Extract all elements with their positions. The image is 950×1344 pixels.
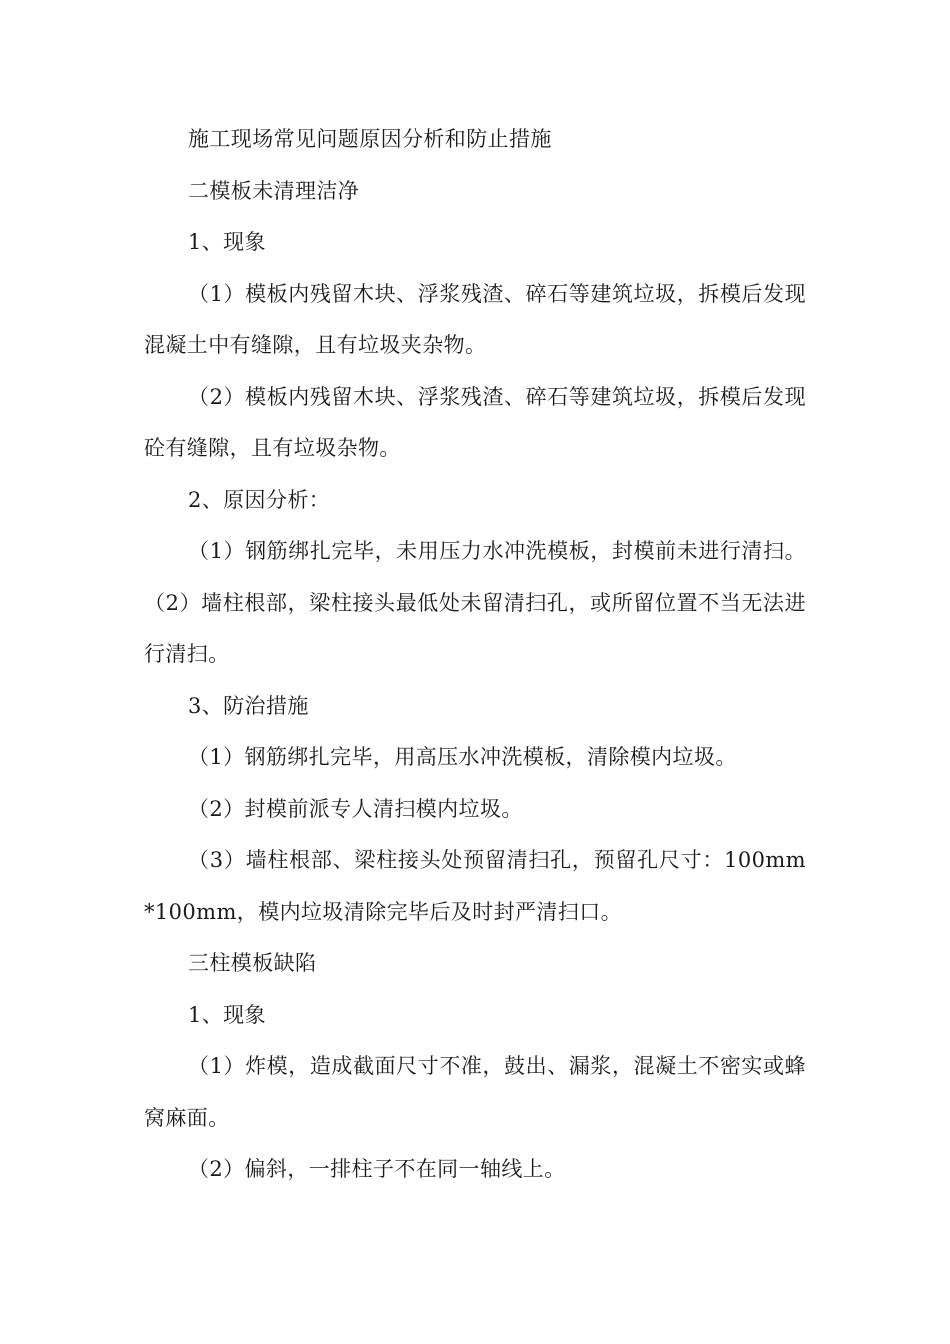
document-title: 施工现场常见问题原因分析和防止措施 <box>188 127 552 151</box>
body-paragraph: （1）炸模，造成截面尺寸不准，鼓出、漏浆，混凝土不密实或蜂窝麻面。 <box>144 1054 806 1130</box>
subsection-heading: 2、原因分析： <box>188 487 331 512</box>
body-paragraph: （2）偏斜，一排柱子不在同一轴线上。 <box>188 1157 566 1181</box>
body-paragraph: （1）钢筋绑扎完毕，未用压力水冲洗模板，封模前未进行清扫。（2）墙柱根部，梁柱接头最低处未留清扫孔，或所留位置不当无法进行清扫。 <box>144 539 806 666</box>
subsection-heading: 1、现象 <box>188 1002 266 1027</box>
subsection-heading: 1、现象 <box>188 230 266 254</box>
body-paragraph: （1）钢筋绑扎完毕，用高压水冲洗模板，清除模内垃圾。 <box>188 745 737 769</box>
body-paragraph: （1）模板内残留木块、浮浆残渣、碎石等建筑垃圾，拆模后发现混凝土中有缝隙，且有垃圾夹杂物。 <box>144 281 806 357</box>
body-paragraph: （3）墙柱根部、梁柱接头处预留清扫孔，预留孔尺寸：100mm*100mm，模内垃圾清除完毕后及时封严清扫口。 <box>144 848 806 924</box>
section-heading: 二模板未清理洁净 <box>188 178 360 203</box>
document-body <box>144 114 806 1196</box>
body-paragraph: （2）模板内残留木块、浮浆残渣、碎石等建筑垃圾，拆模后发现砼有缝隙，且有垃圾杂物。 <box>144 384 806 460</box>
body-paragraph: （2）封模前派专人清扫模内垃圾。 <box>188 796 523 821</box>
section-heading: 三柱模板缺陷 <box>188 951 317 975</box>
subsection-heading: 3、防治措施 <box>188 693 309 718</box>
